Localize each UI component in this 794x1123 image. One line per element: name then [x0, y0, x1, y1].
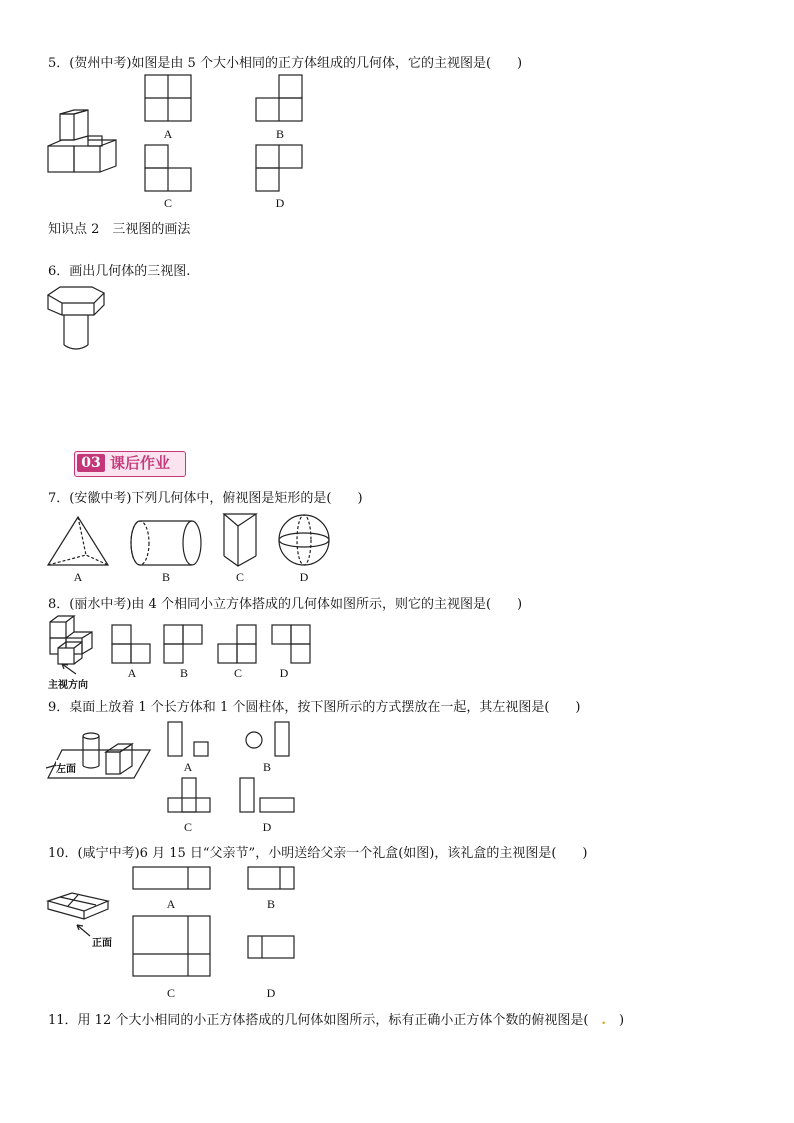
q9-label-d: D — [262, 820, 272, 834]
q10-label-d: D — [266, 986, 276, 1000]
q6-text: 6．画出几何体的三视图. — [48, 264, 191, 279]
q5-label-d: D — [275, 196, 285, 210]
q5-label-b: B — [275, 127, 284, 141]
q5-option-d[interactable] — [256, 145, 302, 191]
q5-label-c: C — [163, 196, 172, 210]
q5-option-a[interactable] — [145, 75, 191, 121]
section-badge-number: 03 — [77, 454, 105, 472]
q7-label-b: B — [161, 570, 170, 584]
q8-option-d[interactable] — [272, 625, 310, 663]
q8-label-a: A — [127, 666, 137, 680]
q8-caption: 主视方向 — [48, 680, 88, 691]
q10-label-c: C — [166, 986, 175, 1000]
q10-option-b[interactable] — [248, 867, 296, 891]
q10-caption: 正面 — [92, 938, 112, 949]
q8-option-a[interactable] — [112, 625, 150, 663]
q7-option-b[interactable] — [130, 520, 204, 566]
q8-option-c[interactable] — [218, 625, 256, 663]
section-badge-label: 课后作业 — [110, 454, 171, 472]
q10-option-d[interactable] — [248, 936, 296, 960]
knowledge-point-2: 知识点 2 三视图的画法 — [48, 222, 191, 237]
section-badge — [74, 451, 186, 477]
q9-label-a: A — [183, 760, 193, 774]
q9-label-c: C — [183, 820, 192, 834]
q9-option-b[interactable] — [245, 722, 291, 758]
q11-text-main: 11．用 12 个大小相同的小正方体搭成的几何体如图所示，标有正确小正方体个数的俯视图是( — [48, 1013, 589, 1028]
q7-option-a[interactable] — [46, 515, 110, 567]
q7-option-c[interactable] — [222, 512, 258, 568]
q8-label-d: D — [279, 666, 289, 680]
q8-label-c: C — [233, 666, 242, 680]
q8-arrow — [58, 662, 78, 676]
q9-option-d[interactable] — [238, 778, 298, 814]
q7-option-d[interactable] — [277, 513, 331, 567]
q7-label-d: D — [299, 570, 309, 584]
q9-option-a[interactable] — [168, 722, 210, 758]
q5-label-a: A — [163, 127, 173, 141]
q9-caption: 左面 — [56, 760, 76, 775]
q8-label-b: B — [179, 666, 188, 680]
q10-option-a[interactable] — [133, 867, 211, 891]
q10-label-b: B — [266, 897, 275, 911]
q7-label-c: C — [235, 570, 244, 584]
q5-option-b[interactable] — [256, 75, 302, 121]
q10-text: 10．(咸宁中考)6 月 15 日“父亲节”，小明送给父亲一个礼盒(如图)，该礼盒的主视图是( ) — [48, 846, 588, 861]
q10-arrow — [74, 922, 94, 938]
q5-option-c[interactable] — [145, 145, 191, 191]
q10-option-c[interactable] — [133, 916, 211, 978]
q8-option-b[interactable] — [164, 625, 202, 663]
q5-solid — [46, 110, 121, 175]
q6-solid — [46, 283, 108, 353]
q5-text: 5．(贺州中考)如图是由 5 个大小相同的正方体组成的几何体，它的主视图是( ) — [48, 56, 523, 71]
q9-option-c[interactable] — [166, 778, 212, 814]
q11-text — [48, 1009, 624, 1028]
q11-answer-dot: . — [588, 1013, 606, 1028]
q9-text: 9．桌面上放着 1 个长方体和 1 个圆柱体，按下图所示的方式摆放在一起，其左视图是( ) — [48, 700, 581, 715]
q8-text: 8．(丽水中考)由 4 个相同小立方体搭成的几何体如图所示，则它的主视图是( ) — [48, 597, 523, 612]
q7-label-a: A — [73, 570, 83, 584]
q10-label-a: A — [166, 897, 176, 911]
q10-gift-box — [46, 893, 112, 925]
q11-text-close: ) — [605, 1013, 625, 1028]
q7-text: 7．(安徽中考)下列几何体中，俯视图是矩形的是( ) — [48, 491, 363, 506]
q9-label-b: B — [262, 760, 271, 774]
